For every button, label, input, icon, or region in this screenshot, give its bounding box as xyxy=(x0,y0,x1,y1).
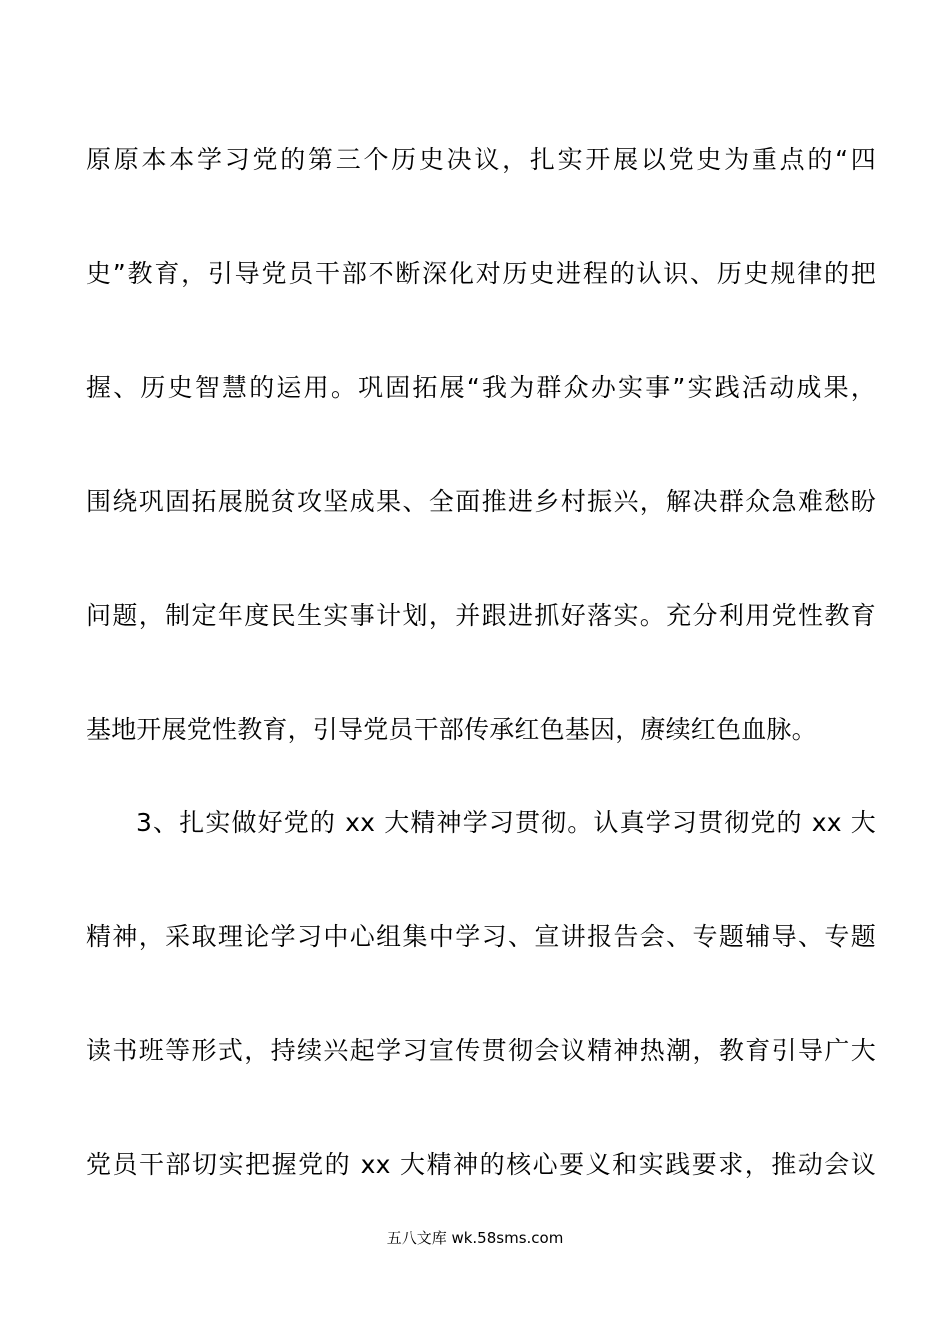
paragraph-line: 精神，采取理论学习中心组集中学习、宣讲报告会、专题辅导、专题 xyxy=(86,922,876,951)
paragraph-line: 围绕巩固拓展脱贫攻坚成果、全面推进乡村振兴，解决群众急难愁盼 xyxy=(86,487,876,516)
paragraph-line: 党员干部切实把握党的 xx 大精神的核心要义和实践要求，推动会议 xyxy=(86,1150,876,1179)
paragraph-line: 读书班等形式，持续兴起学习宣传贯彻会议精神热潮，教育引导广大 xyxy=(86,1036,876,1065)
paragraph-line: 握、历史智慧的运用。巩固拓展“我为群众办实事”实践活动成果， xyxy=(86,373,876,402)
paragraph-line: 史”教育，引导党员干部不断深化对历史进程的认识、历史规律的把 xyxy=(86,259,876,288)
paragraph-line: 问题，制定年度民生实事计划，并跟进抓好落实。充分利用党性教育 xyxy=(86,601,876,630)
paragraph-line: 原原本本学习党的第三个历史决议，扎实开展以党史为重点的“四 xyxy=(86,145,876,174)
footer-watermark: 五八文库 wk.58sms.com xyxy=(386,1229,564,1247)
paragraph-line: 3、扎实做好党的 xx 大精神学习贯彻。认真学习贯彻党的 xx 大 xyxy=(136,808,876,837)
paragraph-line: 基地开展党性教育，引导党员干部传承红色基因，赓续红色血脉。 xyxy=(86,715,817,744)
